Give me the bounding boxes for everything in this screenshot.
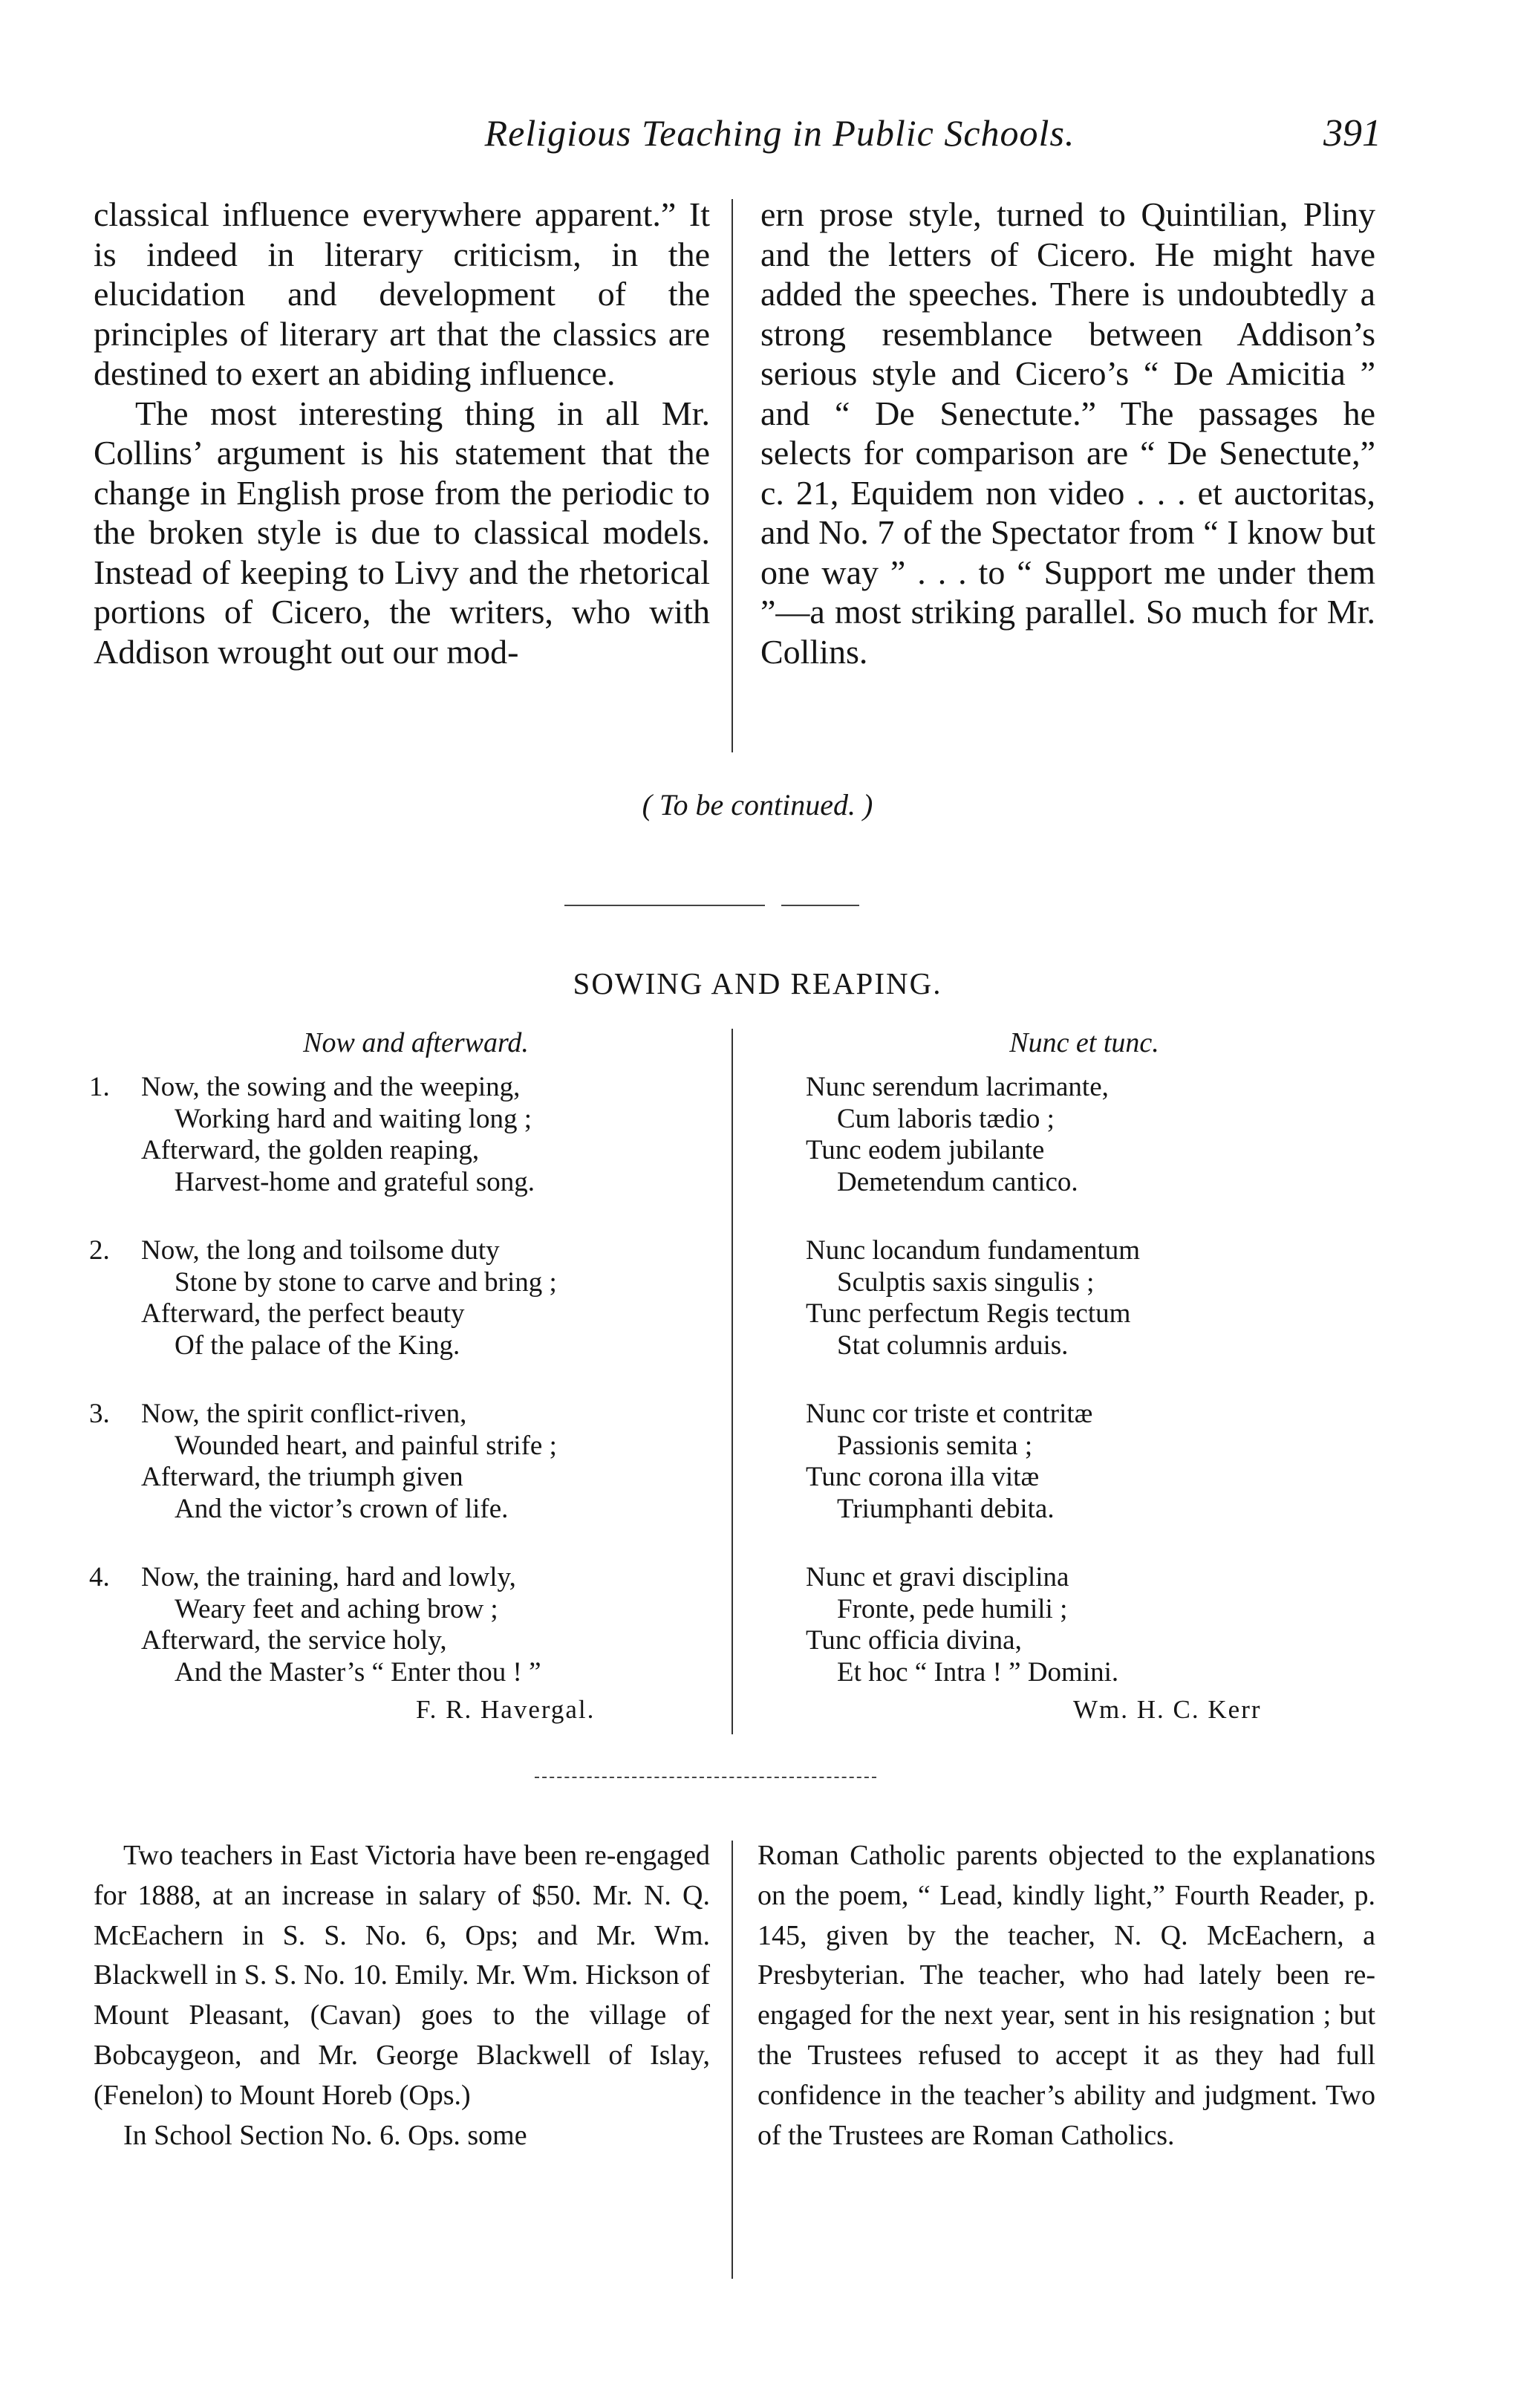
poem-line: Nunc cor triste et contritæ [806,1399,1093,1429]
poem-line: And the Master’s “ Enter thou ! ” [175,1656,541,1688]
poem-line: Nunc serendum lacrimante, [806,1072,1109,1102]
poem-line: Sculptis saxis singulis ; [837,1266,1095,1298]
poem-column-divider [732,1029,733,1734]
english-stanza [89,1399,698,1532]
poem-line: Now, the training, hard and lowly, [141,1562,516,1592]
news-right-column [758,1836,1375,2155]
poem-line: Tunc corona illa vitæ [806,1462,1040,1492]
article-left-column [94,195,710,671]
poem-line: Demetendum cantico. [837,1166,1078,1197]
news-paragraph: Two teachers in East Victoria have been re-engaged for 1888, at an increase in salary of $50. Mr. N. Q. McEachern in S. S. No. 6, Ops; and Mr. Wm. Blackwell in S. S. No. 10. Emily. Mr. Wm. Hickson of Mount Pleasant, (Cavan) goes to the village of Bobcaygeon, and Mr. George Blackwell of Islay, (Fenelon) to Mount Horeb (Ops.) [94,1840,710,2111]
poem-line: Stone by stone to carve and bring ; [175,1266,557,1298]
poem-line: Cum laboris tædio ; [837,1103,1055,1134]
poem-line: Nunc locandum fundamentum [806,1235,1141,1266]
stanza-number: 1. [89,1072,110,1102]
poem-line: Harvest-home and grateful song. [175,1166,535,1197]
section-divider [781,905,859,906]
running-title: Religious Teaching in Public Schools. [484,112,1075,154]
english-author: F. R. Havergal. [416,1695,596,1724]
section-divider [535,1777,876,1778]
news-left-column [94,1836,710,2155]
poem-line: Now, the sowing and the weeping, [141,1072,521,1102]
continued-note: ( To be continued. ) [642,788,873,821]
news-paragraph: Roman Catholic parents objected to the explanations on the poem, “ Lead, kindly light,” Fourth Reader, p. 145, given by the teacher, N. Q. McEachern, a Presbyterian. The teacher, who had lately been re-engaged for the next year, sent in his resignation ; but the Trustees refused to accept it as they had full confidence in the teacher’s ability and judgment. Two of the Trustees are Roman Catholics. [758,1840,1375,2151]
latin-stanza [806,1072,1370,1205]
article-paragraph: ern prose style, turned to Quintilian, Pliny and the letters of Cicero. He might have added the speeches. There is undoubtedly a strong resemblance between Addison’s serious style and Cicero’s “ De Amicitia ” and “ De Senectute.” The passages he selects for comparison are “ De Senectute,” c. 21, Equidem non video . . . et auctoritas, and No. 7 of the Spectator from “ I know but one way ” . . . to “ Support me under them ”—a most striking parallel. So much for Mr. Collins. [760,195,1375,671]
poem-line: Stat columnis arduis. [837,1330,1069,1361]
poem-line: Triumphanti debita. [837,1493,1055,1524]
stanza-number: 3. [89,1399,110,1429]
poem-line: Working hard and waiting long ; [175,1103,532,1134]
news-column-divider [732,1841,733,2279]
poem-line: Weary feet and aching brow ; [175,1593,498,1624]
english-subtitle: Now and afterward. [303,1027,529,1058]
page-number: 391 [1323,112,1381,154]
running-head [89,111,1381,163]
poem-line: Nunc et gravi disciplina [806,1562,1069,1592]
poem-line: Now, the long and toilsome duty [141,1235,500,1266]
poem-line: Afterward, the service holy, [141,1625,447,1656]
poem-line: Tunc eodem jubilante [806,1135,1045,1165]
stanza-number: 2. [89,1235,110,1266]
article-paragraph: The most interesting thing in all Mr. Collins’ argument is his statement that the change in English prose from the periodic to the broken style is due to classical models. Instead of keeping to Livy and the rhetorical portions of Cicero, the writers, who with Addison wrought out our mod- [94,394,710,671]
poem-line: Afterward, the golden reaping, [141,1135,480,1165]
column-divider [732,199,733,752]
poem-line: Fronte, pede humili ; [837,1593,1068,1624]
poem-line: Afterward, the triumph given [141,1462,463,1492]
english-stanza [89,1072,698,1205]
latin-subtitle: Nunc et tunc. [1009,1027,1159,1058]
latin-stanza [806,1399,1370,1532]
poem-line: Tunc officia divina, [806,1625,1022,1656]
poem-line: Wounded heart, and painful strife ; [175,1430,557,1461]
poem-title: SOWING AND REAPING. [573,966,942,1000]
english-stanza [89,1235,698,1369]
english-stanza [89,1562,698,1696]
poem-line: Et hoc “ Intra ! ” Domini. [837,1656,1119,1688]
latin-stanza [806,1235,1370,1369]
article-right-column [760,195,1375,671]
news-paragraph: In School Section No. 6. Ops. some [123,2119,527,2151]
poem-line: Of the palace of the King. [175,1330,460,1361]
stanza-number: 4. [89,1562,110,1592]
poem-line: Now, the spirit conflict-riven, [141,1399,467,1429]
poem-line: And the victor’s crown of life. [175,1493,509,1524]
section-divider [564,905,765,906]
poem-line: Passionis semita ; [837,1430,1033,1461]
latin-stanza [806,1562,1370,1696]
latin-author: Wm. H. C. Kerr [1073,1695,1262,1724]
poem-line: Tunc perfectum Regis tectum [806,1298,1131,1329]
poem-line: Afterward, the perfect beauty [141,1298,465,1329]
article-paragraph: classical influence everywhere apparent.” It is indeed in literary criticism, in the elucidation and development of the principles of literary art that the classics are destined to exert an abiding influence. [94,195,710,392]
